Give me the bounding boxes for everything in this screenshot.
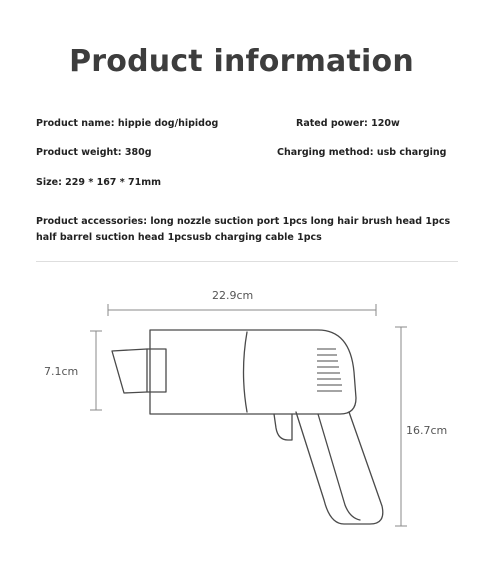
body-barrel: [150, 330, 356, 414]
body-seam: [244, 332, 248, 412]
page-title: Product information: [69, 44, 414, 79]
spec-accessories-line-2: half barrel suction head 1pcsusb charging cable 1pcs: [36, 232, 322, 243]
vacuum-outline: [112, 330, 383, 524]
vent-slots: [317, 349, 342, 391]
trigger: [274, 414, 292, 440]
spec-rated-power: Rated power: 120w: [296, 118, 400, 129]
spec-product-name: Product name: hippie dog/hipidog: [36, 118, 219, 129]
spec-size: Size: 229 * 167 * 71mm: [36, 177, 162, 188]
height-dimension-label: 16.7cm: [406, 424, 448, 437]
spec-charging-method: Charging method: usb charging: [277, 147, 447, 158]
grip-handle: [296, 412, 383, 524]
spec-accessories-line-1: Product accessories: long nozzle suction port 1pcs long hair brush head 1pcs: [36, 216, 451, 227]
depth-dimension-label: 7.1cm: [44, 365, 79, 378]
nozzle-funnel: [112, 349, 147, 393]
dimension-lines: [90, 304, 407, 526]
spec-product-weight: Product weight: 380g: [36, 147, 152, 158]
grip-contour: [318, 414, 360, 520]
width-dimension-label: 22.9cm: [212, 289, 254, 302]
